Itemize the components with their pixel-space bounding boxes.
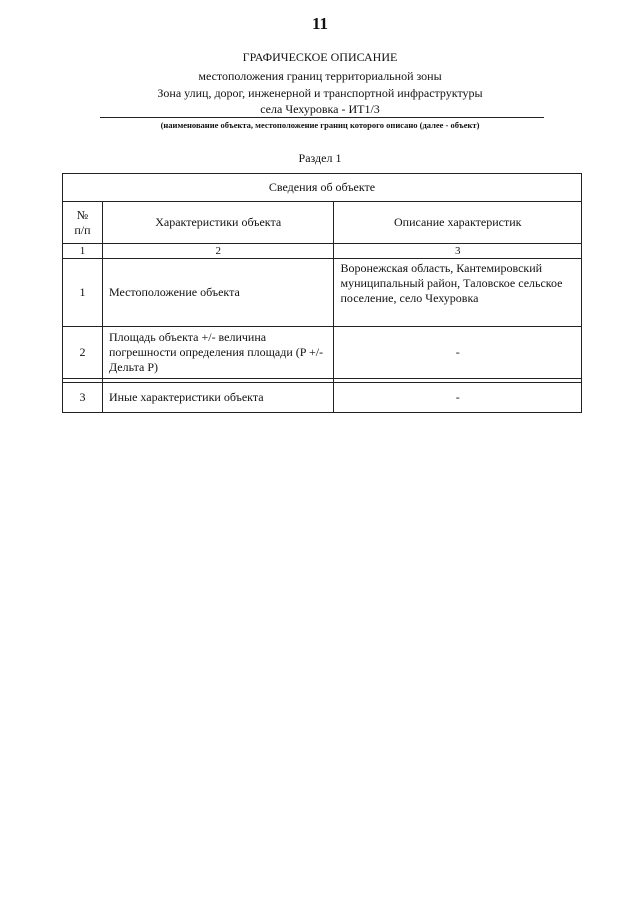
row-number: 3 — [63, 383, 103, 413]
header-num: № п/п — [63, 202, 103, 244]
object-info-table — [62, 173, 582, 413]
column-number-row — [63, 244, 582, 259]
underline-rule — [100, 117, 544, 118]
header-characteristics: Характеристики объекта — [102, 202, 334, 244]
row-description: - — [334, 327, 582, 379]
column-number: 1 — [63, 244, 103, 259]
row-characteristic: Площадь объекта +/- величина погрешности определения площади (P +/- Дельта P) — [102, 327, 334, 379]
table-row — [63, 327, 582, 379]
header-description: Описание характеристик — [334, 202, 582, 244]
column-number: 2 — [102, 244, 334, 259]
row-characteristic: Местоположение объекта — [102, 259, 334, 327]
table-row — [63, 259, 582, 327]
row-number: 1 — [63, 259, 103, 327]
document-title: ГРАФИЧЕСКОЕ ОПИСАНИЕ — [242, 50, 398, 64]
header-line-2: Зона улиц, дорог, инженерной и транспортной инфраструктуры — [157, 86, 483, 100]
table-row — [63, 383, 582, 413]
row-description: Воронежская область, Кантемировский муниципальный район, Таловское сельское поселение, село Чехуровка — [334, 259, 582, 327]
row-description: - — [334, 383, 582, 413]
row-characteristic: Иные характеристики объекта — [102, 383, 334, 413]
table-caption: Сведения об объекте — [63, 174, 582, 202]
row-number: 2 — [63, 327, 103, 379]
column-number: 3 — [334, 244, 582, 259]
table-header-row — [63, 202, 582, 244]
header-line-3: села Чехуровка - ИТ1/3 — [260, 102, 380, 116]
object-note: (наименование объекта, местоположение границ которого описано (далее - объект) — [160, 120, 480, 130]
header-line-1: местоположения границ территориальной зоны — [198, 69, 442, 83]
section-title: Раздел 1 — [298, 151, 342, 165]
page-number: 11 — [311, 14, 329, 33]
